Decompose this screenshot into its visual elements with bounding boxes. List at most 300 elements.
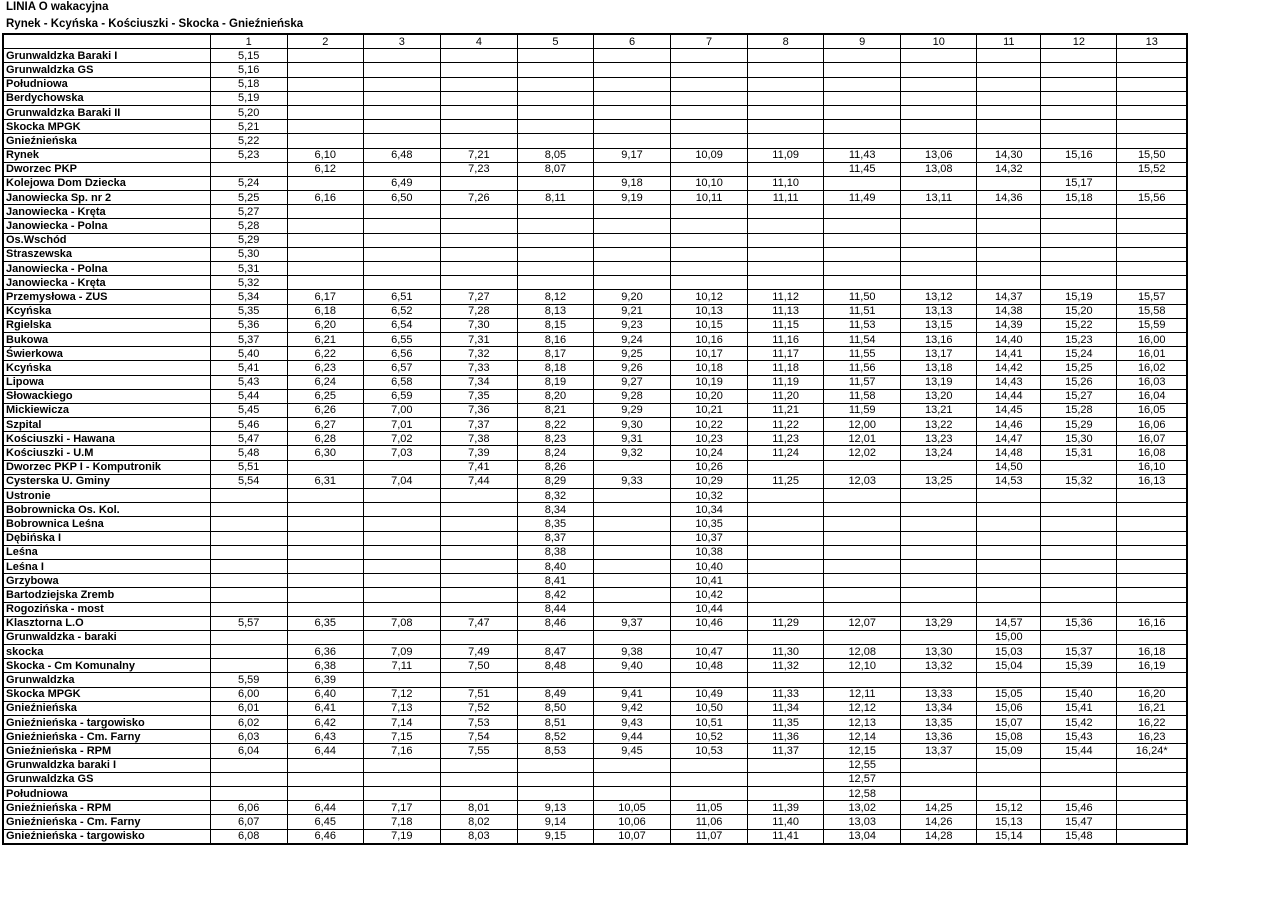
departure-time <box>748 120 824 134</box>
departure-time <box>1041 531 1117 545</box>
column-header: 4 <box>440 34 517 49</box>
departure-time: 16,13 <box>1117 474 1187 488</box>
departure-time <box>748 517 824 531</box>
stop-name: Dworzec PKP I - Komputronik <box>3 460 210 474</box>
departure-time: 7,35 <box>440 389 517 403</box>
table-row <box>3 91 1187 105</box>
table-row <box>3 290 1187 304</box>
departure-time: 15,06 <box>977 701 1041 715</box>
departure-time <box>901 545 977 559</box>
stop-name: Przemysłowa - ZUS <box>3 290 210 304</box>
departure-time <box>1041 630 1117 644</box>
departure-time <box>363 276 440 290</box>
departure-time: 6,28 <box>287 432 363 446</box>
departure-time <box>593 574 670 588</box>
departure-time: 13,08 <box>901 162 977 176</box>
table-row <box>3 829 1187 844</box>
departure-time <box>287 134 363 148</box>
departure-time <box>287 545 363 559</box>
departure-time <box>901 63 977 77</box>
departure-time <box>748 233 824 247</box>
departure-time <box>593 460 670 474</box>
departure-time: 8,53 <box>517 744 593 758</box>
departure-time: 14,46 <box>977 418 1041 432</box>
departure-time: 9,21 <box>593 304 670 318</box>
departure-time: 13,24 <box>901 446 977 460</box>
departure-time: 8,50 <box>517 701 593 715</box>
stop-name: Gnieźnieńska - Cm. Farny <box>3 730 210 744</box>
departure-time: 8,26 <box>517 460 593 474</box>
departure-time: 13,30 <box>901 645 977 659</box>
departure-time <box>363 772 440 786</box>
departure-time <box>671 247 748 261</box>
departure-time: 9,38 <box>593 645 670 659</box>
departure-time: 11,16 <box>748 332 824 346</box>
departure-time: 8,02 <box>440 815 517 829</box>
departure-time <box>593 517 670 531</box>
departure-time: 11,07 <box>671 829 748 844</box>
departure-time: 9,44 <box>593 730 670 744</box>
departure-time: 6,55 <box>363 332 440 346</box>
stop-name: Cysterska U. Gminy <box>3 474 210 488</box>
departure-time: 9,28 <box>593 389 670 403</box>
departure-time <box>363 205 440 219</box>
table-row <box>3 205 1187 219</box>
departure-time <box>977 758 1041 772</box>
departure-time: 10,26 <box>671 460 748 474</box>
departure-time <box>287 77 363 91</box>
table-row <box>3 602 1187 616</box>
departure-time: 14,37 <box>977 290 1041 304</box>
departure-time: 5,41 <box>210 361 287 375</box>
departure-time: 7,30 <box>440 318 517 332</box>
departure-time <box>748 219 824 233</box>
departure-time: 8,13 <box>517 304 593 318</box>
table-row <box>3 503 1187 517</box>
departure-time <box>671 233 748 247</box>
stop-name: Bobrownica Leśna <box>3 517 210 531</box>
departure-time: 10,06 <box>593 815 670 829</box>
departure-time: 7,12 <box>363 687 440 701</box>
table-row <box>3 432 1187 446</box>
departure-time <box>287 120 363 134</box>
departure-time: 16,10 <box>1117 460 1187 474</box>
departure-time <box>901 503 977 517</box>
departure-time <box>440 772 517 786</box>
departure-time <box>210 645 287 659</box>
departure-time <box>1117 786 1187 800</box>
stop-name: Skocka MPGK <box>3 120 210 134</box>
stop-name: Południowa <box>3 77 210 91</box>
departure-time <box>901 630 977 644</box>
table-row <box>3 148 1187 162</box>
departure-time: 14,30 <box>977 148 1041 162</box>
departure-time <box>363 233 440 247</box>
departure-time <box>977 176 1041 190</box>
departure-time: 10,10 <box>671 176 748 190</box>
departure-time: 8,35 <box>517 517 593 531</box>
departure-time: 16,19 <box>1117 659 1187 673</box>
departure-time: 15,12 <box>977 801 1041 815</box>
departure-time: 10,15 <box>671 318 748 332</box>
departure-time <box>593 758 670 772</box>
departure-time: 16,00 <box>1117 332 1187 346</box>
departure-time: 11,05 <box>671 801 748 815</box>
departure-time: 7,04 <box>363 474 440 488</box>
departure-time: 10,24 <box>671 446 748 460</box>
departure-time: 7,55 <box>440 744 517 758</box>
departure-time <box>210 489 287 503</box>
departure-time: 9,27 <box>593 375 670 389</box>
departure-time: 10,22 <box>671 418 748 432</box>
table-row <box>3 574 1187 588</box>
stop-name: Kolejowa Dom Dziecka <box>3 176 210 190</box>
departure-time <box>977 49 1041 63</box>
departure-time: 14,40 <box>977 332 1041 346</box>
departure-time: 9,23 <box>593 318 670 332</box>
departure-time <box>977 63 1041 77</box>
table-row <box>3 332 1187 346</box>
departure-time <box>671 63 748 77</box>
departure-time <box>363 758 440 772</box>
departure-time <box>287 105 363 119</box>
departure-time: 10,47 <box>671 645 748 659</box>
departure-time: 6,43 <box>287 730 363 744</box>
departure-time <box>440 134 517 148</box>
departure-time <box>671 134 748 148</box>
stop-name: Grunwaldzka baraki I <box>3 758 210 772</box>
departure-time: 7,14 <box>363 716 440 730</box>
departure-time <box>1117 63 1187 77</box>
departure-time <box>901 758 977 772</box>
stop-name: Bartodziejska Zremb <box>3 588 210 602</box>
departure-time: 10,16 <box>671 332 748 346</box>
departure-time <box>1041 545 1117 559</box>
departure-time: 14,36 <box>977 191 1041 205</box>
departure-time <box>517 63 593 77</box>
departure-time <box>1117 758 1187 772</box>
departure-time <box>1041 772 1117 786</box>
departure-time <box>593 276 670 290</box>
departure-time: 11,11 <box>748 191 824 205</box>
departure-time: 13,36 <box>901 730 977 744</box>
departure-time: 14,41 <box>977 347 1041 361</box>
departure-time: 11,19 <box>748 375 824 389</box>
departure-time: 15,04 <box>977 659 1041 673</box>
departure-time: 11,17 <box>748 347 824 361</box>
departure-time: 15,41 <box>1041 701 1117 715</box>
column-header-row <box>3 34 1187 49</box>
departure-time <box>977 574 1041 588</box>
departure-time <box>824 247 901 261</box>
departure-time: 6,38 <box>287 659 363 673</box>
departure-time <box>748 247 824 261</box>
departure-time <box>1117 105 1187 119</box>
departure-time: 15,47 <box>1041 815 1117 829</box>
departure-time <box>287 503 363 517</box>
departure-time <box>901 262 977 276</box>
departure-time: 7,13 <box>363 701 440 715</box>
departure-time: 15,27 <box>1041 389 1117 403</box>
departure-time: 8,51 <box>517 716 593 730</box>
departure-time: 15,20 <box>1041 304 1117 318</box>
departure-time: 10,46 <box>671 616 748 630</box>
departure-time: 5,44 <box>210 389 287 403</box>
stop-name: Skocka MPGK <box>3 687 210 701</box>
departure-time: 10,44 <box>671 602 748 616</box>
departure-time: 8,40 <box>517 559 593 573</box>
departure-time: 13,33 <box>901 687 977 701</box>
departure-time: 12,10 <box>824 659 901 673</box>
stop-name: Os.Wschód <box>3 233 210 247</box>
table-row <box>3 262 1187 276</box>
departure-time <box>440 63 517 77</box>
departure-time <box>977 205 1041 219</box>
stop-name: Straszewska <box>3 247 210 261</box>
departure-time: 10,50 <box>671 701 748 715</box>
departure-time <box>363 602 440 616</box>
departure-time: 5,25 <box>210 191 287 205</box>
departure-time: 7,54 <box>440 730 517 744</box>
table-row <box>3 815 1187 829</box>
departure-time <box>363 630 440 644</box>
departure-time <box>1117 489 1187 503</box>
departure-time <box>1117 219 1187 233</box>
departure-time: 15,03 <box>977 645 1041 659</box>
departure-time <box>440 489 517 503</box>
departure-time: 16,03 <box>1117 375 1187 389</box>
departure-time: 9,29 <box>593 403 670 417</box>
departure-time: 6,07 <box>210 815 287 829</box>
departure-time: 11,22 <box>748 418 824 432</box>
departure-time <box>517 134 593 148</box>
departure-time: 15,09 <box>977 744 1041 758</box>
departure-time <box>1041 205 1117 219</box>
departure-time <box>440 758 517 772</box>
departure-time: 7,34 <box>440 375 517 389</box>
departure-time: 9,37 <box>593 616 670 630</box>
departure-time <box>593 786 670 800</box>
departure-time <box>748 489 824 503</box>
departure-time: 11,32 <box>748 659 824 673</box>
departure-time: 5,37 <box>210 332 287 346</box>
departure-time: 8,52 <box>517 730 593 744</box>
departure-time: 5,28 <box>210 219 287 233</box>
stop-name: Rynek <box>3 148 210 162</box>
departure-time: 6,24 <box>287 375 363 389</box>
departure-time: 16,23 <box>1117 730 1187 744</box>
departure-time <box>593 545 670 559</box>
table-row <box>3 49 1187 63</box>
stop-name: Mickiewicza <box>3 403 210 417</box>
departure-time: 13,23 <box>901 432 977 446</box>
departure-time <box>1117 829 1187 844</box>
departure-time <box>287 233 363 247</box>
departure-time: 5,40 <box>210 347 287 361</box>
departure-time <box>901 460 977 474</box>
departure-time: 15,22 <box>1041 318 1117 332</box>
departure-time: 8,15 <box>517 318 593 332</box>
departure-time: 15,30 <box>1041 432 1117 446</box>
departure-time <box>748 91 824 105</box>
departure-time: 9,31 <box>593 432 670 446</box>
table-row <box>3 559 1187 573</box>
departure-time <box>517 786 593 800</box>
departure-time: 12,55 <box>824 758 901 772</box>
departure-time <box>671 120 748 134</box>
table-row <box>3 460 1187 474</box>
departure-time: 6,27 <box>287 418 363 432</box>
departure-time: 10,52 <box>671 730 748 744</box>
departure-time: 15,26 <box>1041 375 1117 389</box>
departure-time <box>824 503 901 517</box>
departure-time <box>287 176 363 190</box>
departure-time: 14,32 <box>977 162 1041 176</box>
departure-time: 8,20 <box>517 389 593 403</box>
departure-time: 9,17 <box>593 148 670 162</box>
departure-time: 10,12 <box>671 290 748 304</box>
route-subtitle: Rynek - Kcyńska - Kościuszki - Skocka - Gnieźnieńska <box>6 18 304 30</box>
departure-time: 7,19 <box>363 829 440 844</box>
departure-time <box>363 77 440 91</box>
departure-time: 13,15 <box>901 318 977 332</box>
departure-time <box>1117 602 1187 616</box>
departure-time: 13,22 <box>901 418 977 432</box>
departure-time: 6,56 <box>363 347 440 361</box>
departure-time: 7,31 <box>440 332 517 346</box>
departure-time: 15,32 <box>1041 474 1117 488</box>
departure-time: 9,20 <box>593 290 670 304</box>
departure-time: 11,37 <box>748 744 824 758</box>
departure-time <box>1041 489 1117 503</box>
departure-time: 16,07 <box>1117 432 1187 446</box>
departure-time: 5,35 <box>210 304 287 318</box>
stop-name: Kościuszki - U.M <box>3 446 210 460</box>
departure-time <box>824 559 901 573</box>
departure-time <box>671 205 748 219</box>
departure-time: 15,23 <box>1041 332 1117 346</box>
stop-name: Janowiecka - Kręta <box>3 276 210 290</box>
departure-time <box>440 545 517 559</box>
departure-time: 13,04 <box>824 829 901 844</box>
departure-time <box>1041 503 1117 517</box>
table-row <box>3 318 1187 332</box>
departure-time: 6,12 <box>287 162 363 176</box>
departure-time: 5,45 <box>210 403 287 417</box>
departure-time <box>977 91 1041 105</box>
departure-time: 15,58 <box>1117 304 1187 318</box>
stop-name: Szpital <box>3 418 210 432</box>
departure-time <box>1117 276 1187 290</box>
stop-name: Berdychowska <box>3 91 210 105</box>
departure-time: 8,19 <box>517 375 593 389</box>
table-row <box>3 134 1187 148</box>
departure-time: 6,36 <box>287 645 363 659</box>
departure-time: 15,56 <box>1117 191 1187 205</box>
stop-name: Skocka - Cm Komunalny <box>3 659 210 673</box>
departure-time: 10,53 <box>671 744 748 758</box>
departure-time <box>363 673 440 687</box>
departure-time: 10,34 <box>671 503 748 517</box>
departure-time: 8,47 <box>517 645 593 659</box>
departure-time: 13,35 <box>901 716 977 730</box>
departure-time <box>593 262 670 276</box>
departure-time <box>210 588 287 602</box>
departure-time <box>901 134 977 148</box>
departure-time <box>901 276 977 290</box>
stop-name: Kościuszki - Hawana <box>3 432 210 446</box>
departure-time: 8,46 <box>517 616 593 630</box>
departure-time <box>977 262 1041 276</box>
departure-time: 8,07 <box>517 162 593 176</box>
departure-time <box>287 517 363 531</box>
departure-time: 5,16 <box>210 63 287 77</box>
departure-time: 11,53 <box>824 318 901 332</box>
departure-time <box>1041 247 1117 261</box>
departure-time: 7,41 <box>440 460 517 474</box>
departure-time: 7,11 <box>363 659 440 673</box>
departure-time <box>1117 134 1187 148</box>
departure-time <box>824 205 901 219</box>
departure-time: 13,34 <box>901 701 977 715</box>
departure-time: 13,25 <box>901 474 977 488</box>
departure-time <box>824 602 901 616</box>
departure-time: 11,15 <box>748 318 824 332</box>
departure-time <box>977 786 1041 800</box>
departure-time <box>440 105 517 119</box>
departure-time: 6,06 <box>210 801 287 815</box>
departure-time <box>1041 559 1117 573</box>
departure-time <box>977 134 1041 148</box>
departure-time: 7,33 <box>440 361 517 375</box>
departure-time: 16,02 <box>1117 361 1187 375</box>
departure-time <box>977 517 1041 531</box>
departure-time <box>824 134 901 148</box>
departure-time: 5,48 <box>210 446 287 460</box>
departure-time <box>901 489 977 503</box>
departure-time <box>748 673 824 687</box>
departure-time: 10,41 <box>671 574 748 588</box>
departure-time: 16,22 <box>1117 716 1187 730</box>
departure-time: 15,28 <box>1041 403 1117 417</box>
departure-time: 10,23 <box>671 432 748 446</box>
stop-name: Bobrownicka Os. Kol. <box>3 503 210 517</box>
table-row <box>3 247 1187 261</box>
departure-time: 8,42 <box>517 588 593 602</box>
column-header: 7 <box>671 34 748 49</box>
departure-time <box>1117 815 1187 829</box>
departure-time <box>363 559 440 573</box>
departure-time: 8,21 <box>517 403 593 417</box>
departure-time <box>977 77 1041 91</box>
departure-time: 8,05 <box>517 148 593 162</box>
column-header: 10 <box>901 34 977 49</box>
departure-time <box>824 63 901 77</box>
departure-time: 12,15 <box>824 744 901 758</box>
departure-time: 9,24 <box>593 332 670 346</box>
departure-time: 8,16 <box>517 332 593 346</box>
departure-time <box>1117 205 1187 219</box>
departure-time: 6,40 <box>287 687 363 701</box>
departure-time: 11,30 <box>748 645 824 659</box>
departure-time: 7,01 <box>363 418 440 432</box>
departure-time <box>671 105 748 119</box>
departure-time: 5,18 <box>210 77 287 91</box>
departure-time <box>748 559 824 573</box>
table-row <box>3 588 1187 602</box>
departure-time <box>593 134 670 148</box>
departure-time <box>593 77 670 91</box>
